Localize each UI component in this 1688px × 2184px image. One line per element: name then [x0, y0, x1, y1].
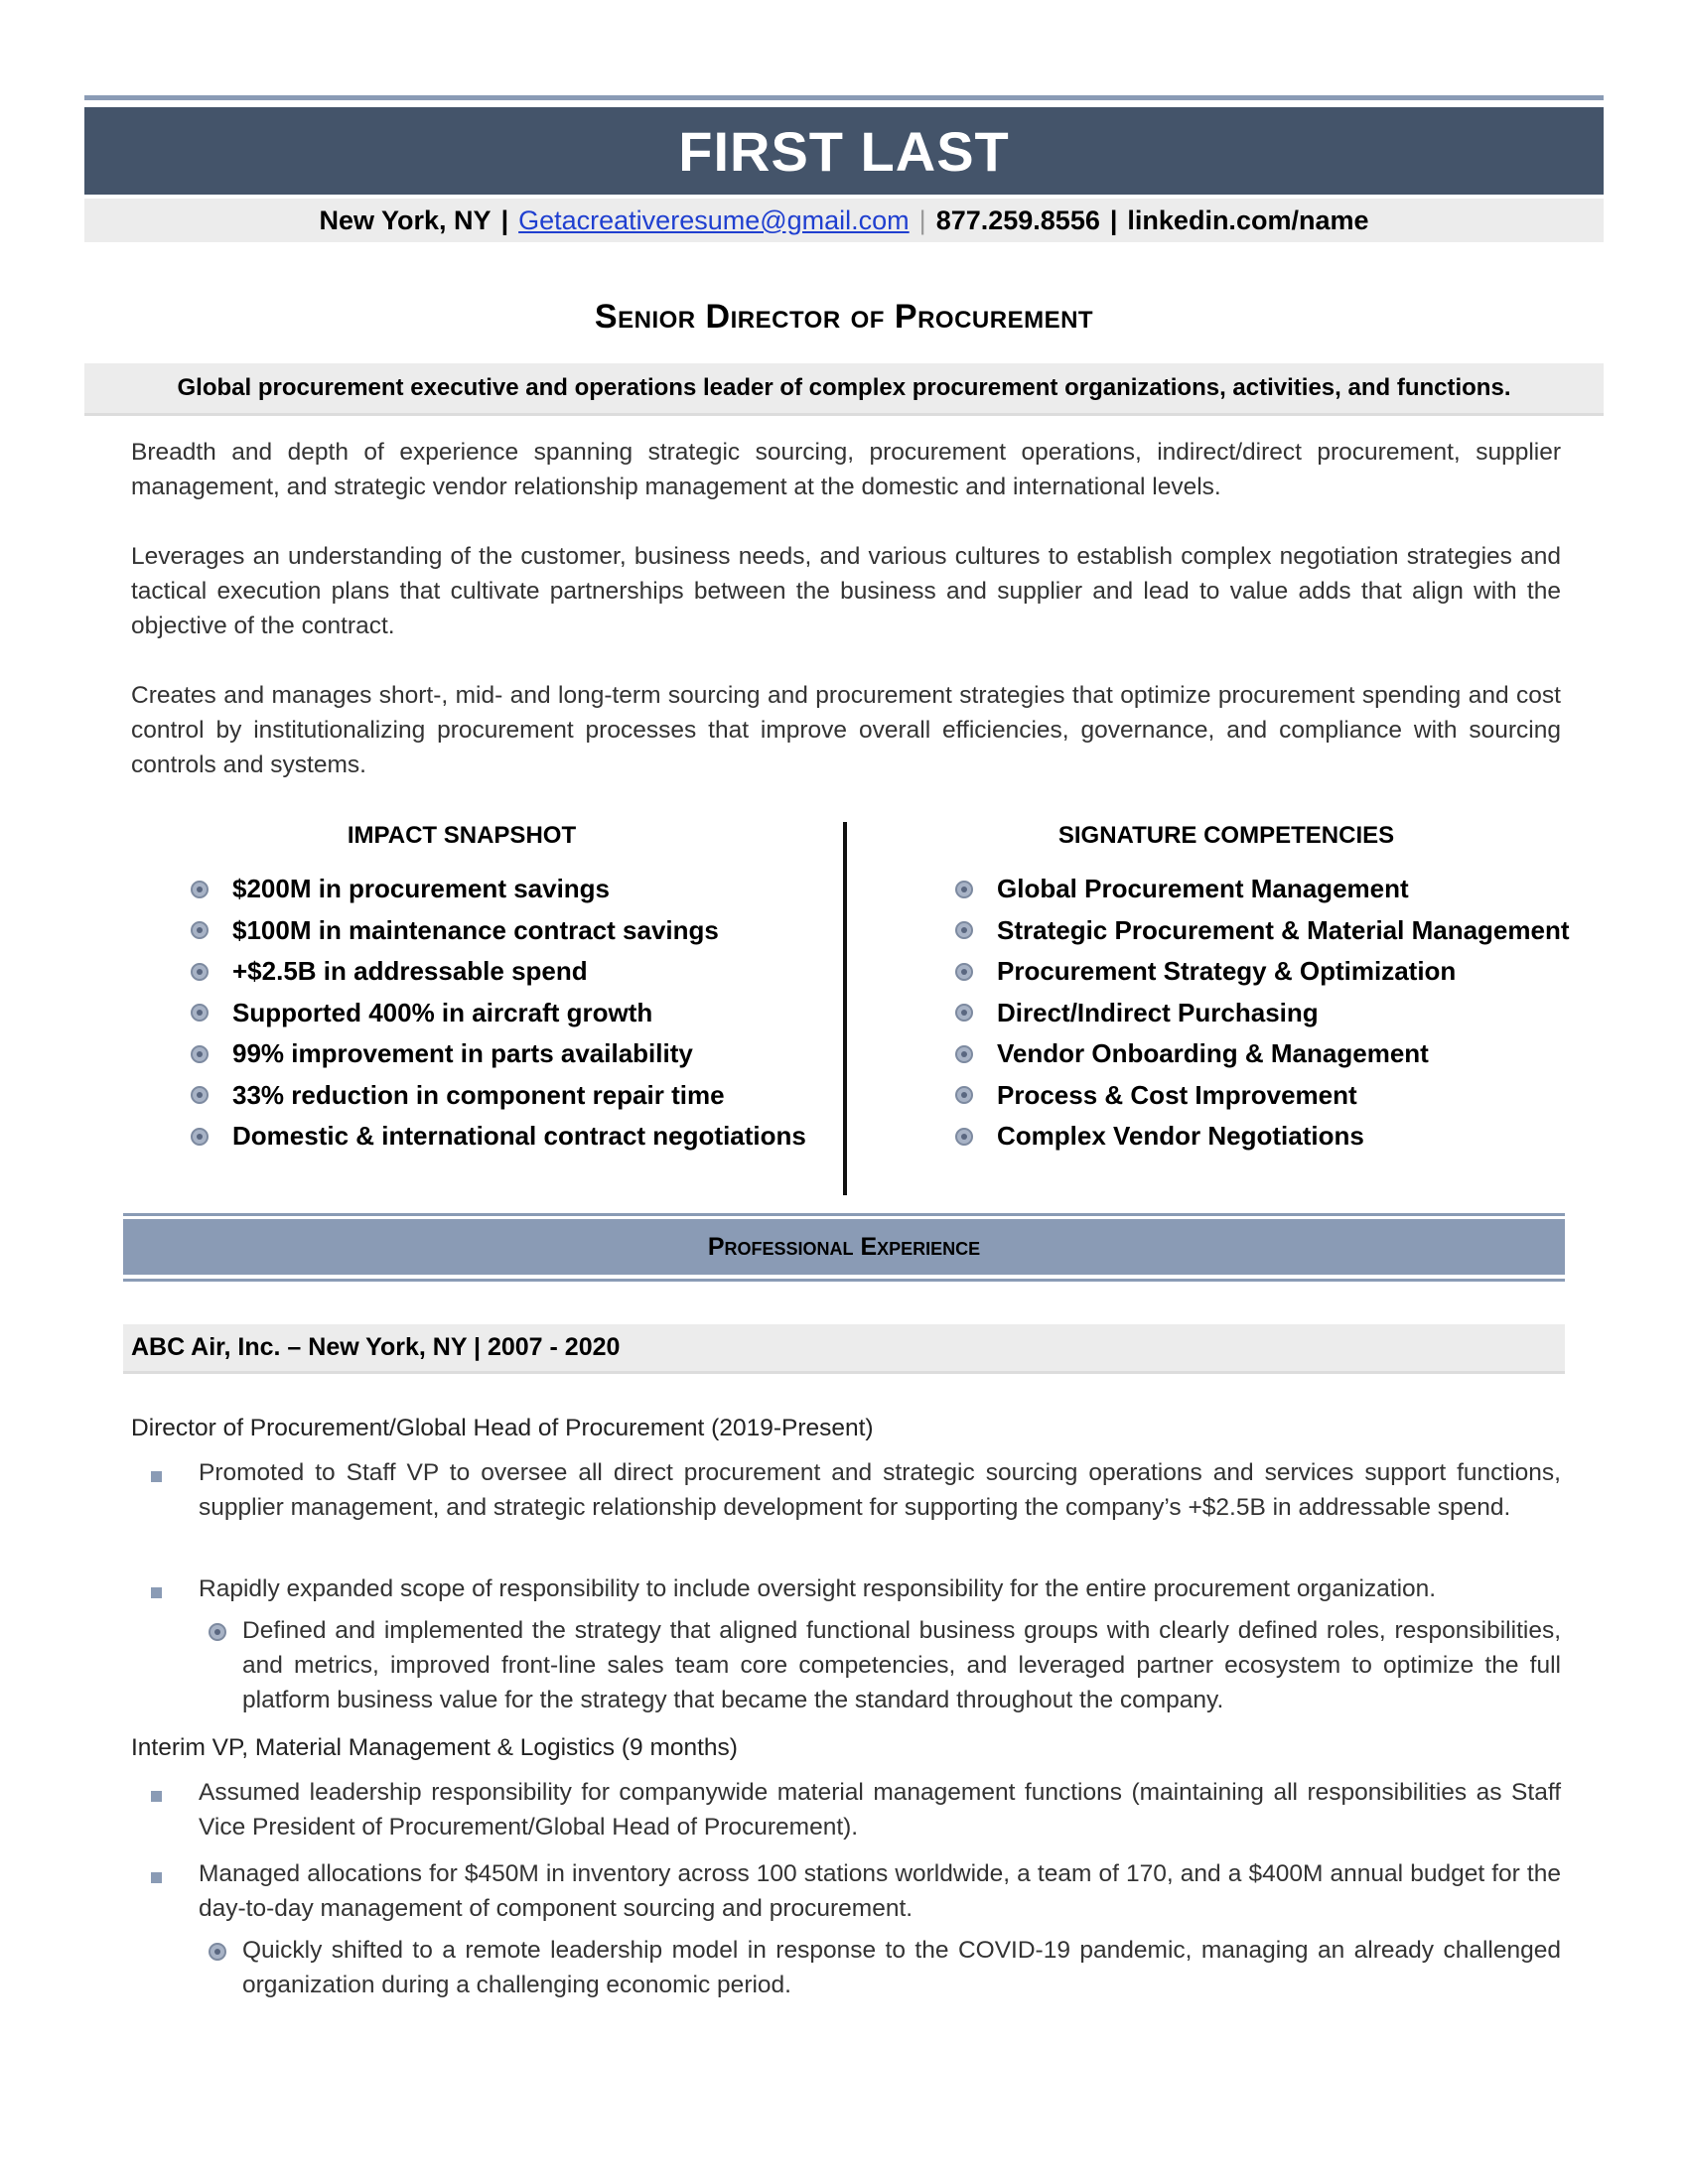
- bullet-icon: [209, 1623, 226, 1641]
- experience-section-header: [123, 1219, 1565, 1275]
- list-item: $100M in maintenance contract savings: [191, 910, 806, 952]
- bullet-icon: [191, 921, 209, 939]
- separator: |: [1109, 205, 1118, 235]
- role-title: Director of Procurement/Global Head of Procurement (2019-Present): [131, 1415, 874, 1441]
- square-bullet-icon: [151, 1587, 162, 1598]
- square-bullet-icon: [151, 1791, 162, 1802]
- tagline-bar: [84, 363, 1604, 416]
- separator: |: [918, 205, 926, 235]
- list-item: 99% improvement in parts availability: [191, 1033, 806, 1075]
- experience-sub-bullet: Quickly shifted to a remote leadership model in response to the COVID-19 pandemic, managing an already challenged organization during a challenging economic period.: [242, 1937, 1561, 1998]
- summary-paragraph: Breadth and depth of experience spanning strategic sourcing, procurement operations, indirect/direct procurement, supplier management, and strategic vendor relationship management at the domestic and international levels.: [131, 439, 1561, 500]
- list-item: Supported 400% in aircraft growth: [191, 993, 806, 1034]
- bullet-icon: [955, 881, 973, 898]
- experience-bullet: Managed allocations for $450M in inventory across 100 stations worldwide, a team of 170, and a $400M annual budget for the day-to-day management of component sourcing and procurement.: [199, 1860, 1561, 1922]
- bullet-icon: [191, 963, 209, 981]
- company-line: ABC Air, Inc. – New York, NY | 2007 - 2020: [131, 1333, 621, 1361]
- bullet-icon: [955, 921, 973, 939]
- list-item: Process & Cost Improvement: [955, 1075, 1570, 1117]
- list-item: Global Procurement Management: [955, 869, 1570, 910]
- square-bullet-icon: [151, 1872, 162, 1883]
- experience-sub-bullet: Defined and implemented the strategy that aligned functional business groups with clearly defined roles, responsibilities, and metrics, improved front-line sales team core competencies, and leveraged partner ecosystem to optimize the full platform business value for the strategy that became the standard throughout the company.: [242, 1617, 1561, 1713]
- summary-paragraph: Leverages an understanding of the customer, business needs, and various cultures to establish complex negotiation strategies and tactical execution plans that cultivate partnerships between the business and supplier and lead to value adds that align with the objective of the contract.: [131, 543, 1561, 639]
- bullet-icon: [191, 1086, 209, 1104]
- square-bullet-icon: [151, 1471, 162, 1482]
- bullet-icon: [191, 1128, 209, 1146]
- list-item: Vendor Onboarding & Management: [955, 1033, 1570, 1075]
- linkedin: linkedin.com/name: [1127, 205, 1369, 235]
- bullet-icon: [209, 1943, 226, 1961]
- competencies-list: [955, 869, 1570, 1158]
- bullet-icon: [955, 1004, 973, 1022]
- email-link[interactable]: Getacreativeresume@gmail.com: [518, 205, 910, 235]
- bullet-icon: [191, 1045, 209, 1063]
- separator: |: [500, 205, 509, 235]
- candidate-name: FIRST LAST: [678, 119, 1010, 183]
- phone: 877.259.8556: [935, 205, 1100, 235]
- bullet-icon: [955, 963, 973, 981]
- column-divider: [843, 822, 847, 1195]
- summary-paragraph: Creates and manages short-, mid- and long-term sourcing and procurement strategies that optimize procurement spending and cost control by institutionalizing procurement processes that improve overall efficiencies, governance, and compliance with sourcing controls and systems.: [131, 682, 1561, 778]
- contact-bar: [84, 199, 1604, 242]
- list-item: Procurement Strategy & Optimization: [955, 951, 1570, 993]
- list-item: +$2.5B in addressable spend: [191, 951, 806, 993]
- role-title: Interim VP, Material Management & Logistics (9 months): [131, 1734, 738, 1761]
- bullet-icon: [955, 1086, 973, 1104]
- header-top-rule: [84, 95, 1604, 100]
- list-item: Domestic & international contract negotiations: [191, 1116, 806, 1158]
- section-rule: [123, 1279, 1565, 1282]
- list-item: Strategic Procurement & Material Management: [955, 910, 1570, 952]
- tagline: Global procurement executive and operations leader of complex procurement organizations, activities, and functions.: [177, 374, 1511, 401]
- section-heading: Professional Experience: [707, 1232, 981, 1261]
- list-item: Complex Vendor Negotiations: [955, 1116, 1570, 1158]
- list-item: $200M in procurement savings: [191, 869, 806, 910]
- experience-bullet: Assumed leadership responsibility for companywide material management functions (maintaining all responsibilities as Staff Vice President of Procurement/Global Head of Procurement).: [199, 1779, 1561, 1841]
- job-title: Senior Director of Procurement: [594, 298, 1094, 336]
- experience-bullet: Rapidly expanded scope of responsibility to include oversight responsibility for the entire procurement organization.: [199, 1575, 1437, 1602]
- location: New York, NY: [319, 205, 492, 235]
- list-item: Direct/Indirect Purchasing: [955, 993, 1570, 1034]
- bullet-icon: [955, 1128, 973, 1146]
- experience-bullet: Promoted to Staff VP to oversee all direct procurement and strategic sourcing operations and services support functions, supplier management, and strategic relationship development for supporting the company’s +$2.5B in addressable spend.: [199, 1459, 1561, 1521]
- competencies-heading: SIGNATURE COMPETENCIES: [1057, 822, 1395, 849]
- impact-heading: IMPACT SNAPSHOT: [347, 822, 577, 849]
- bullet-icon: [191, 881, 209, 898]
- bullet-icon: [955, 1045, 973, 1063]
- section-rule: [123, 1213, 1565, 1216]
- company-bar: [123, 1324, 1565, 1374]
- name-banner: [84, 107, 1604, 195]
- list-item: 33% reduction in component repair time: [191, 1075, 806, 1117]
- bullet-icon: [191, 1004, 209, 1022]
- impact-list: [191, 869, 806, 1158]
